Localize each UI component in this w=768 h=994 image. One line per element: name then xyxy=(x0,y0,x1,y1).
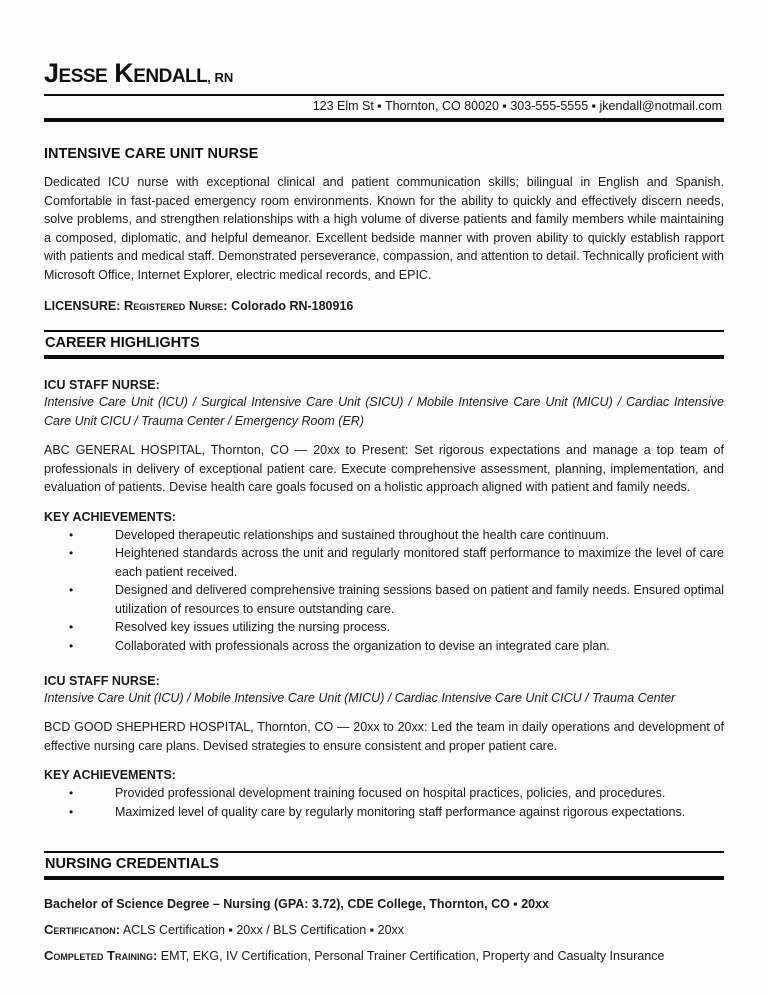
achievements-label: KEY ACHIEVEMENTS: xyxy=(44,768,176,782)
section-rule-bottom xyxy=(44,876,724,880)
training-value: EMT, EKG, IV Certification, Personal Trainer Certification, Property and Casualty Insurance xyxy=(160,949,665,963)
achievements-list xyxy=(44,784,724,821)
licensure-line xyxy=(44,298,724,313)
achievement-item: • Heightened standards across the unit and regularly monitored staff performance to maximize the level of care each patient received. xyxy=(115,544,724,581)
achievement-item: • Maximized level of quality care by regularly monitoring staff performance against rigorous expectations. xyxy=(115,803,724,822)
achievements-label: KEY ACHIEVEMENTS: xyxy=(44,509,176,524)
training-line xyxy=(44,948,724,963)
achievement-item: • Provided professional development training focused on hospital practices, policies, and procedures. xyxy=(115,784,724,803)
job-entry-2 xyxy=(44,674,724,821)
certification-label: Certification: xyxy=(44,922,121,937)
achievements-list xyxy=(44,526,724,656)
header xyxy=(44,60,724,122)
training-label: Completed Training: xyxy=(44,948,158,963)
credentials-section-title: NURSING CREDENTIALS xyxy=(45,856,220,872)
job-role: ICU STAFF NURSE: xyxy=(44,378,160,392)
job-description: BCD GOOD SHEPHERD HOSPITAL, Thornton, CO — 20xx to 20xx: Led the team in daily operations and development of effective nursing care plans. Devised strategies to ensure consistent and proper patient care. xyxy=(44,720,724,753)
job-units: Intensive Care Unit (ICU) / Surgical Intensive Care Unit (SICU) / Mobile Intensive Care Unit (MICU) / Cardiac Intensive Care Unit CICU / Trauma Center / Emergency Room (ER) xyxy=(44,395,724,428)
certification-line xyxy=(44,922,724,937)
job-role: ICU STAFF NURSE: xyxy=(44,674,160,688)
person-credential: , RN xyxy=(207,70,234,85)
degree-line: Bachelor of Science Degree – Nursing (GPA: 3.72), CDE College, Thornton, CO ▪ 20xx xyxy=(44,897,550,911)
achievement-item: • Collaborated with professionals across the organization to devise an integrated care plan. xyxy=(115,637,724,656)
licensure-sublabel: Registered Nurse: xyxy=(123,298,228,313)
licensure-label: LICENSURE: xyxy=(44,299,121,313)
certification-value: ACLS Certification ▪ 20xx / BLS Certification ▪ 20xx xyxy=(122,923,405,937)
job-entry-1 xyxy=(44,378,724,655)
header-rule-thick xyxy=(44,118,724,122)
contact-line: 123 Elm St ▪ Thornton, CO 80020 ▪ 303-555-5555 ▪ jkendall@notmail.com xyxy=(312,99,722,113)
name-line xyxy=(44,60,724,87)
job-description: ABC GENERAL HOSPITAL, Thornton, CO — 20xx to Present: Set rigorous expectations and manage a top team of professionals in delivery of exceptional patient care. Execute comprehensive assessment, planning, implementation, and evaluation of patients. Devise health care goals focused on a holistic approach aligned with patient and family needs. xyxy=(44,443,724,494)
credentials-section xyxy=(44,851,724,963)
achievement-item: • Resolved key issues utilizing the nursing process. xyxy=(115,618,724,637)
job-units: Intensive Care Unit (ICU) / Mobile Intensive Care Unit (MICU) / Cardiac Intensive Care Unit CICU / Trauma Center xyxy=(44,691,676,705)
career-section-title: CAREER HIGHLIGHTS xyxy=(45,335,200,351)
person-name: Jesse Kendall xyxy=(44,58,208,88)
achievement-item: • Developed therapeutic relationships and sustained throughout the health care continuum. xyxy=(115,526,724,545)
section-header-credentials xyxy=(44,851,724,880)
summary-paragraph: Dedicated ICU nurse with exceptional clinical and patient communication skills; bilingual in English and Spanish. Comfortable in fast-paced emergency room environments. Known for the ability to quickly and effectively discern needs, solve problems, and strengthen relationships with a high volume of diverse patients and family members while maintaining a composed, diplomatic, and helpful demeanor. Excellent bedside manner with proven ability to quickly establish rapport with patients and medical staff. Demonstrated perseverance, compassion, and attention to detail. Technically proficient with Microsoft Office, Internet Explorer, electric medical records, and EPIC. xyxy=(44,175,724,282)
achievement-item: • Designed and delivered comprehensive training sessions based on patient and family needs. Ensured optimal utilization of resources to ensure outstanding care. xyxy=(115,581,724,618)
summary-section xyxy=(44,146,724,313)
section-header-career xyxy=(44,330,724,359)
licensure-value: Colorado RN-180916 xyxy=(231,299,354,313)
section-rule-bottom xyxy=(44,355,724,359)
career-section xyxy=(44,330,724,821)
resume-title: INTENSIVE CARE UNIT NURSE xyxy=(44,146,259,162)
